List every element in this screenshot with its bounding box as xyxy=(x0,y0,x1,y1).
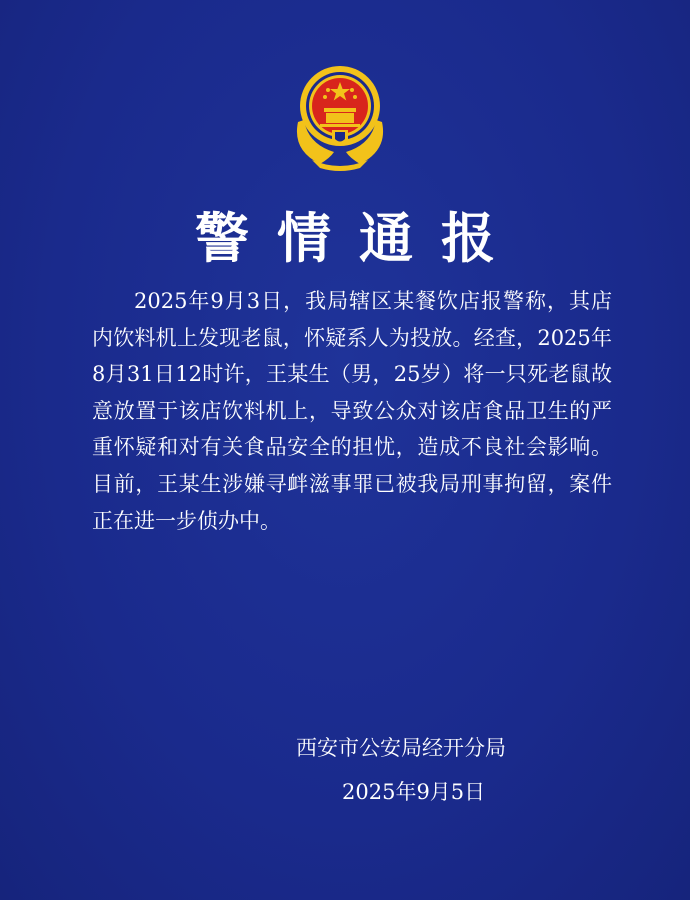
issuing-authority: 西安市公安局经开分局 xyxy=(296,736,506,760)
notice-body: 2025年9月3日，我局辖区某餐饮店报警称，其店内饮料机上发现老鼠，怀疑系人为投放。经查，2025年8月31日12时许，王某生（男，25岁）将一只死老鼠故意放置于该店饮料机上，导致公众对该店食品卫生的严重怀疑和对有关食品安全的担忧，造成不良社会影响。目前，王某生涉嫌寻衅滋事罪已被我局刑事拘留，案件正在进一步侦办中。 xyxy=(92,289,612,533)
issue-date: 2025年9月5日 xyxy=(342,780,486,804)
police-emblem-icon xyxy=(290,60,390,172)
notice-title: 警情通报 xyxy=(195,207,523,270)
signature-block xyxy=(296,726,556,814)
